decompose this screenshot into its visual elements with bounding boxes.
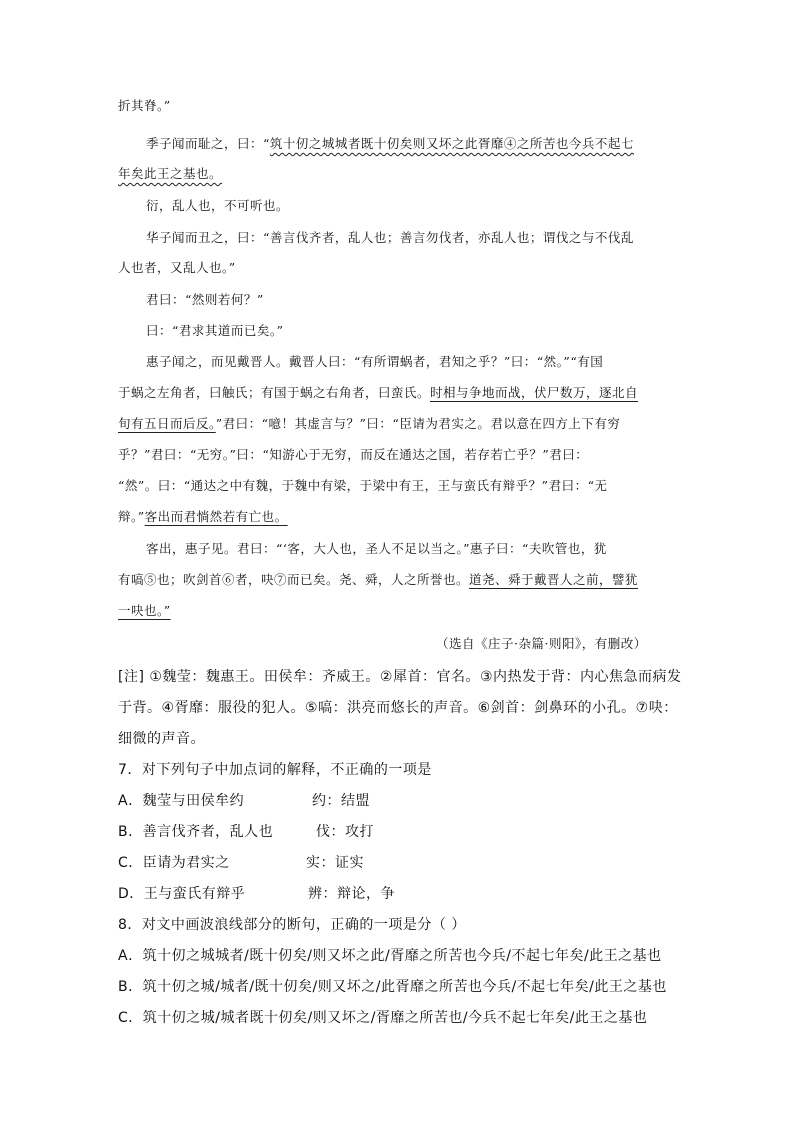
source-citation: （选自《庄子·杂篇·则阳》，有删改） [436, 636, 647, 651]
passage-line: 折其脊。” [118, 98, 171, 113]
passage-line [118, 164, 222, 182]
question-7-stem: 7．对下列句子中加点词的解释，不正确的一项是 [118, 762, 432, 778]
q8-option-c[interactable]: C．筑十仞之城/城者既十仞矣/则又坏之/胥靡之所苦也/今兵不起七年矣/此王之基也 [118, 1010, 648, 1026]
passage-line: 季子闻而耻之，曰：“筑十仞之城城者既十仞矣则又坏之此胥靡④之所苦也今兵不起七 [146, 136, 634, 151]
q8-option-a[interactable]: A．筑十仞之城城者/既十仞矣/则又坏之此/胥靡之所苦也今兵/不起七年矣/此王之基也 [118, 948, 662, 964]
question-8-stem: 8．对文中画波浪线部分的断句，正确的一项是分（ ） [118, 917, 466, 933]
notes-line: 于背。④胥靡：服役的犯人。⑤嗃：洪亮而悠长的声音。⑥剑首：剑鼻环的小孔。⑦吷： [118, 700, 678, 716]
passage-line: 于蜗之左角者，曰触氏；有国于蜗之右角者，曰蛮氏。时相与争地而战，伏尸数万，逐北自 [118, 385, 639, 400]
q7-option-c-gloss: 实：证实 [306, 855, 364, 871]
passage-line: 华子闻而丑之，曰：“善言伐齐者，乱人也；善言勿伐者，亦乱人也；谓伐之与不伐乱 [146, 230, 634, 245]
q7-option-b-gloss: 伐：攻打 [316, 824, 374, 840]
passage-line: 惠子闻之，而见戴晋人。戴晋人曰：“有所谓蜗者，君知之乎？”曰：“然。”“有国 [146, 354, 604, 369]
q8-option-b[interactable]: B．筑十仞之城/城者/既十仞矣/则又坏之/此胥靡之所苦也今兵/不起七年矣/此王之基也 [118, 979, 667, 995]
underlined-text: 客出而君惝然若有亡也。 [144, 509, 288, 524]
q7-option-a[interactable]: A．魏莹与田侯牟约 [118, 793, 245, 809]
passage-line: 旬有五日而后反。”君曰：“噫！其虚言与？”曰：“臣请为君实之。君以意在四方上下有穷 [118, 416, 621, 431]
q7-option-a-gloss: 约：结盟 [312, 793, 370, 809]
passage-line: 曰：“君求其道而已矣。” [146, 323, 284, 338]
passage-line: “然”。曰：“通达之中有魏，于魏中有梁，于梁中有王，王与蛮氏有辩乎？”君曰：“无 [118, 478, 608, 493]
underlined-text: 道尧、舜于戴晋人之前，譬犹 [469, 572, 639, 587]
underlined-text: 旬有五日而后反。 [118, 416, 216, 431]
underlined-text: 一吷也。” [118, 603, 171, 618]
underlined-text: 时相与争地而战，伏尸数万，逐北自 [430, 385, 639, 400]
passage-line [118, 601, 171, 619]
wavy-underlined-text: 年矣此王之基也。 [118, 166, 223, 181]
notes-line: 细微的声音。 [118, 731, 205, 747]
notes-line: [注] ①魏莹：魏惠王。田侯牟：齐威王。②犀首：官名。③内热发于背：内心焦急而病发 [118, 669, 682, 685]
q7-option-c[interactable]: C．臣请为君实之 [118, 855, 230, 871]
q7-option-d[interactable]: D．王与蛮氏有辩乎 [118, 886, 246, 902]
wavy-underlined-text: 筑十仞之城城者既十仞矣则又坏之此胥靡④之所苦也今兵不起七 [269, 136, 634, 151]
passage-line: 乎？”君曰：“无穷。”曰：“知游心于无穷，而反在通达之国，若存若亡乎？”君曰： [118, 447, 589, 462]
passage-line: 人也者，又乱人也。” [118, 260, 236, 275]
passage-line: 有嗃⑤也；吹剑首⑥者，吷⑦而已矣。尧、舜，人之所誉也。道尧、舜于戴晋人之前，譬犹 [118, 572, 639, 587]
q7-option-b[interactable]: B．善言伐齐者，乱人也 [118, 824, 274, 840]
passage-line: 辩。”客出而君惝然若有亡也。 [118, 509, 288, 524]
passage-line: 客出，惠子见。君曰：“‘客，大人也，圣人不足以当之。”惠子曰：“夫吹管也，犹 [146, 541, 607, 556]
passage-line: 君曰：“然则若何？” [146, 292, 264, 307]
passage-line: 衍，乱人也，不可听也。 [146, 198, 290, 213]
q7-option-d-gloss: 辨：辩论，争 [308, 886, 395, 902]
